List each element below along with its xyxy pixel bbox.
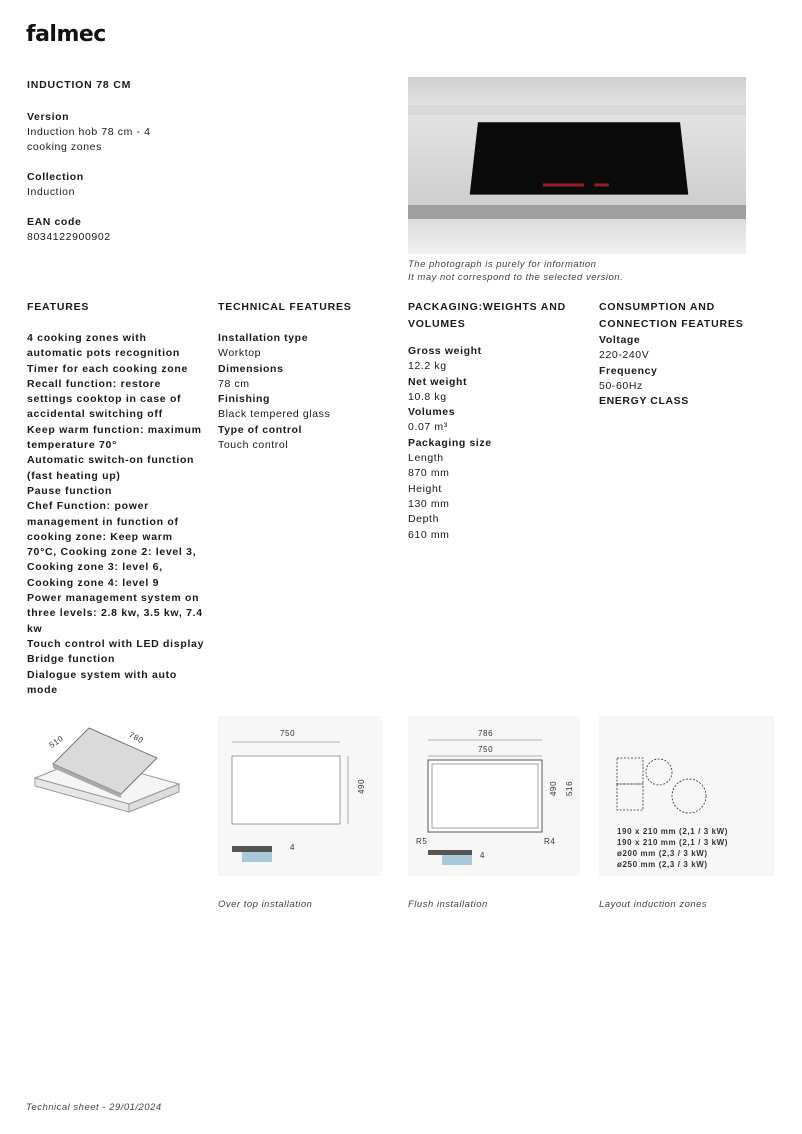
isometric-drawing — [27, 716, 197, 896]
zones-caption: Layout induction zones — [599, 899, 708, 910]
over-top-caption: Over top installation — [218, 899, 313, 910]
ean-label: EAN code — [27, 216, 82, 228]
collection-label: Collection — [27, 171, 84, 183]
feature-item: Recall function: restore settings cooktop in case of accidental switching off — [27, 377, 182, 421]
over-top-drawing — [218, 716, 383, 896]
net-weight-label: Net weight — [408, 375, 468, 388]
photo-caption-line2: It may not correspond to the selected version. — [408, 272, 624, 283]
collection-block — [27, 170, 187, 200]
finishing-value: Black tempered glass — [218, 408, 331, 421]
net-weight-value: 10.8 kg — [408, 390, 447, 403]
finishing-label: Finishing — [218, 393, 271, 406]
energy-class-label: ENERGY CLASS — [599, 395, 689, 408]
gross-weight-value: 12.2 kg — [408, 360, 447, 373]
flush-radius-right: R4 — [544, 837, 556, 846]
product-title: INDUCTION 78 CM — [27, 79, 132, 91]
volumes-value: 0.07 m³ — [408, 421, 448, 434]
frequency-label: Frequency — [599, 364, 658, 377]
flush-outer-height: 516 — [565, 780, 574, 796]
over-top-thickness: 4 — [290, 843, 296, 852]
control-value: Touch control — [218, 439, 289, 452]
packaging-column — [408, 299, 588, 543]
feature-item: Dialogue system with auto mode — [27, 668, 177, 696]
control-label: Type of control — [218, 423, 303, 436]
flush-drawing — [408, 716, 580, 896]
height-value: 130 mm — [408, 497, 450, 510]
flush-thickness: 4 — [480, 851, 486, 860]
product-photo — [408, 77, 746, 254]
volumes-label: Volumes — [408, 406, 456, 419]
voltage-value: 220-240V — [599, 349, 650, 362]
version-block — [27, 110, 187, 155]
flush-radius-left: R5 — [416, 837, 428, 846]
zone-spec: 190 x 210 mm (2,1 / 3 kW) — [617, 827, 729, 836]
photo-caption-line1: The photograph is purely for information — [408, 259, 597, 270]
feature-item: Power management system on three levels: 2.8 kw, 3.5 kw, 7.4 kw — [27, 592, 203, 635]
feature-item: Pause function — [27, 484, 113, 497]
length-value: 870 mm — [408, 467, 450, 480]
height-label: Height — [408, 482, 442, 495]
feature-item: Bridge function — [27, 653, 116, 666]
flush-outer-width: 786 — [478, 729, 494, 738]
over-top-height: 490 — [357, 778, 366, 794]
zone-spec: 190 x 210 mm (2,1 / 3 kW) — [617, 838, 729, 847]
over-top-width: 750 — [280, 729, 296, 738]
length-label: Length — [408, 452, 444, 465]
version-label: Version — [27, 111, 70, 123]
feature-item: 4 cooking zones with automatic pots recognition — [27, 332, 180, 360]
packaging-heading-line1: PACKAGING:WEIGHTS AND — [408, 301, 566, 313]
dimensions-label: Dimensions — [218, 362, 284, 375]
zones-drawing — [599, 716, 774, 896]
brand-logo: falmec — [26, 22, 106, 47]
iso-depth-label: 510 — [47, 733, 66, 750]
gross-weight-label: Gross weight — [408, 345, 482, 357]
consumption-heading-line1: CONSUMPTION AND — [599, 301, 716, 313]
feature-item: Timer for each cooking zone — [27, 362, 189, 375]
induction-hob-image — [470, 122, 689, 194]
packaging-size-label: Packaging size — [408, 436, 492, 449]
ean-value: 8034122900902 — [27, 231, 111, 243]
photo-caption — [408, 258, 623, 284]
technical-column — [218, 299, 398, 453]
dimensions-value: 78 cm — [218, 377, 250, 390]
version-value: Induction hob 78 cm - 4 cooking zones — [27, 126, 151, 153]
feature-item: Touch control with LED display — [27, 637, 205, 650]
zone-spec: ø250 mm (2,3 / 3 kW) — [617, 860, 708, 869]
zones-svg — [599, 716, 774, 876]
isometric-svg — [27, 716, 197, 826]
collection-value: Induction — [27, 186, 76, 198]
feature-item: Chef Function: power management in function of cooking zone: Keep warm 70°C, Cooking zone 2: level 3, Cooking zone 3: level 6, Cooking zone 4: level 9 — [27, 500, 197, 589]
zone-spec: ø200 mm (2,3 / 3 kW) — [617, 849, 708, 858]
iso-width-label: 780 — [127, 730, 146, 746]
ean-block — [27, 215, 187, 245]
consumption-column — [599, 299, 779, 409]
flush-svg — [408, 716, 580, 876]
depth-value: 610 mm — [408, 528, 450, 541]
features-heading: FEATURES — [27, 301, 90, 313]
packaging-heading-line2: VOLUMES — [408, 318, 466, 330]
frequency-value: 50-60Hz — [599, 379, 643, 392]
footer-date: Technical sheet - 29/01/2024 — [26, 1102, 162, 1113]
flush-inner-width: 750 — [478, 745, 494, 754]
feature-item: Keep warm function: maximum temperature 70° — [27, 423, 202, 452]
features-column — [27, 299, 205, 698]
depth-label: Depth — [408, 513, 440, 526]
flush-caption: Flush installation — [408, 899, 488, 910]
voltage-label: Voltage — [599, 334, 641, 346]
consumption-heading-line2: CONNECTION FEATURES — [599, 318, 744, 330]
installation-value: Worktop — [218, 347, 262, 360]
feature-item: Automatic switch-on function (fast heating up) — [27, 454, 195, 482]
technical-heading: TECHNICAL FEATURES — [218, 301, 352, 313]
flush-inner-height: 490 — [549, 780, 558, 796]
installation-label: Installation type — [218, 332, 309, 344]
over-top-svg — [218, 716, 383, 876]
